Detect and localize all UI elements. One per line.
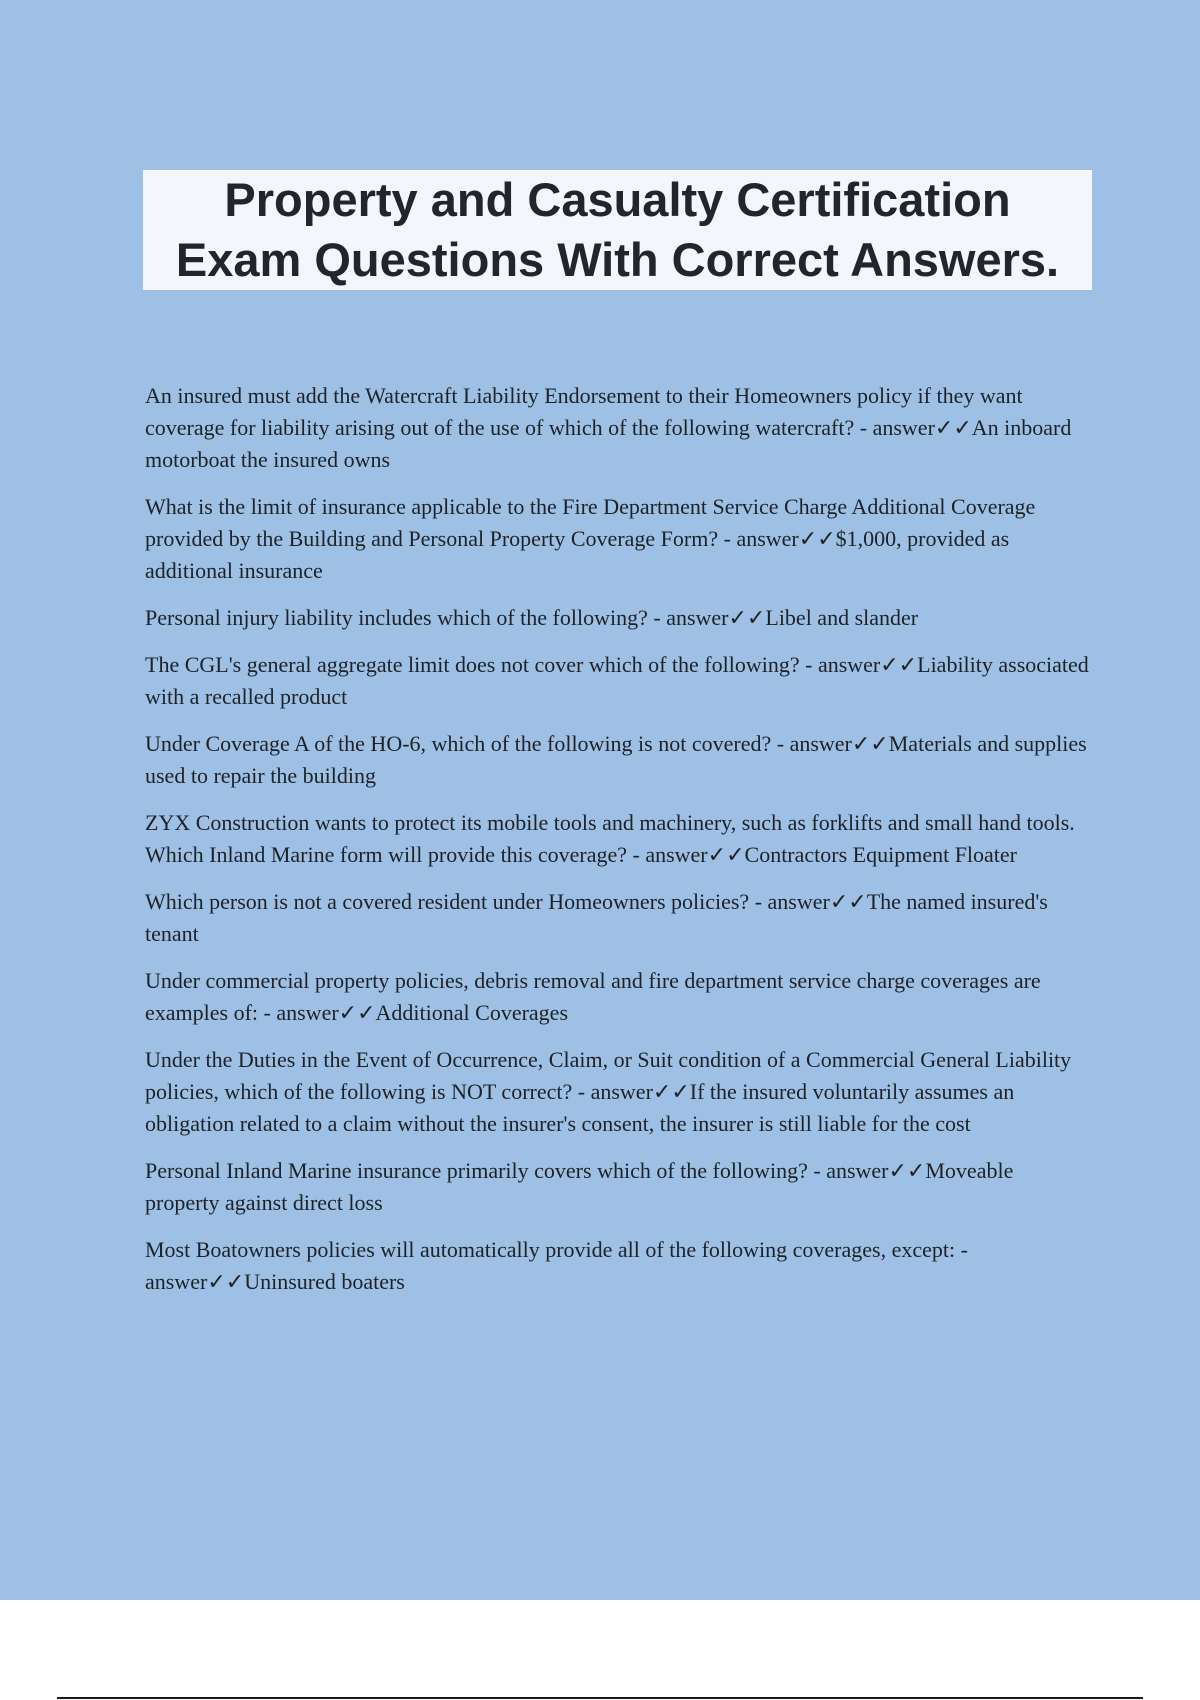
double-check-icon: ✓✓	[728, 605, 766, 630]
answer-marker: answer	[666, 605, 729, 630]
answer-marker: answer	[645, 842, 708, 867]
question-text: Under Coverage A of the HO-6, which of the following is not covered? -	[145, 731, 785, 756]
answer-marker: answer	[276, 1000, 339, 1025]
answer-text: If the insured voluntarily assumes an obligation related to a claim without the insurer's consent, the insurer is still liable for the cost	[145, 1079, 1015, 1136]
answer-marker: answer	[767, 889, 830, 914]
question-answer-item	[145, 965, 1090, 1029]
question-text: Most Boatowners policies will automatically provide all of the following coverages, except: -	[145, 1237, 968, 1262]
question-text: ZYX Construction wants to protect its mobile tools and machinery, such as forklifts and small hand tools. Which Inland Marine form will provide this coverage? -	[145, 810, 1075, 867]
answer-marker: answer	[872, 415, 935, 440]
double-check-icon: ✓✓	[207, 1269, 245, 1294]
question-answer-item	[145, 886, 1090, 950]
answer-marker: answer	[817, 652, 881, 677]
question-text: An insured must add the Watercraft Liability Endorsement to their Homeowners policy if they want coverage for liability arising out of the use of which of the following watercraft? -	[145, 383, 1023, 440]
document-title-line-1: Property and Casualty Certification	[224, 173, 1011, 226]
answer-marker: answer	[826, 1158, 889, 1183]
answer-marker: answer	[590, 1079, 653, 1104]
double-check-icon: ✓✓	[851, 731, 889, 756]
double-check-icon: ✓✓	[934, 415, 972, 440]
answer-text: The named insured's tenant	[145, 889, 1048, 946]
question-text: Personal Inland Marine insurance primarily covers which of the following? -	[145, 1158, 821, 1183]
answer-text: Contractors Equipment Floater	[744, 842, 1018, 867]
question-text: Which person is not a covered resident under Homeowners policies? -	[145, 889, 763, 914]
question-answer-item	[145, 602, 1090, 634]
double-check-icon: ✓✓	[707, 842, 745, 867]
question-answer-item	[145, 1044, 1090, 1140]
double-check-icon: ✓✓	[880, 652, 918, 677]
answer-text: Additional Coverages	[375, 1000, 569, 1025]
answer-marker: answer	[789, 731, 852, 756]
question-answer-item	[145, 807, 1090, 871]
answer-marker: answer	[145, 1269, 208, 1294]
question-text: What is the limit of insurance applicable to the Fire Department Service Charge Additional Coverage provided by the Building and Personal Property Coverage Form? -	[145, 494, 1036, 551]
question-answer-item	[145, 1234, 1090, 1298]
question-answer-list	[145, 380, 1090, 1313]
answer-text: Liability associated with a recalled product	[145, 652, 1089, 709]
double-check-icon: ✓✓	[338, 1000, 376, 1025]
answer-text: An inboard motorboat the insured owns	[145, 415, 1072, 472]
double-check-icon: ✓✓	[652, 1079, 690, 1104]
title-box	[143, 170, 1092, 290]
answer-text: Uninsured boaters	[244, 1269, 405, 1294]
question-answer-item	[145, 1155, 1090, 1219]
double-check-icon: ✓✓	[888, 1158, 926, 1183]
question-answer-item	[145, 649, 1090, 713]
double-check-icon: ✓✓	[829, 889, 867, 914]
question-answer-item	[145, 380, 1090, 476]
question-text: Under commercial property policies, debris removal and fire department service charge coverages are examples of: -	[145, 968, 1041, 1025]
document-title-line-2: Exam Questions With Correct Answers.	[175, 233, 1060, 286]
answer-marker: answer	[736, 526, 799, 551]
question-text: Under the Duties in the Event of Occurrence, Claim, or Suit condition of a Commercial General Liability policies, which of the following is NOT correct? -	[145, 1047, 1072, 1104]
answer-text: $1,000, provided as additional insurance	[145, 526, 1010, 583]
answer-text: Materials and supplies used to repair the building	[145, 731, 1087, 788]
question-text: Personal injury liability includes which of the following? -	[145, 605, 661, 630]
question-text: The CGL's general aggregate limit does not cover which of the following? -	[145, 652, 813, 677]
footer-rule	[57, 1697, 1143, 1699]
double-check-icon: ✓✓	[798, 526, 836, 551]
answer-text: Moveable property against direct loss	[145, 1158, 1014, 1215]
question-answer-item	[145, 728, 1090, 792]
answer-text: Libel and slander	[765, 605, 919, 630]
question-answer-item	[145, 491, 1090, 587]
